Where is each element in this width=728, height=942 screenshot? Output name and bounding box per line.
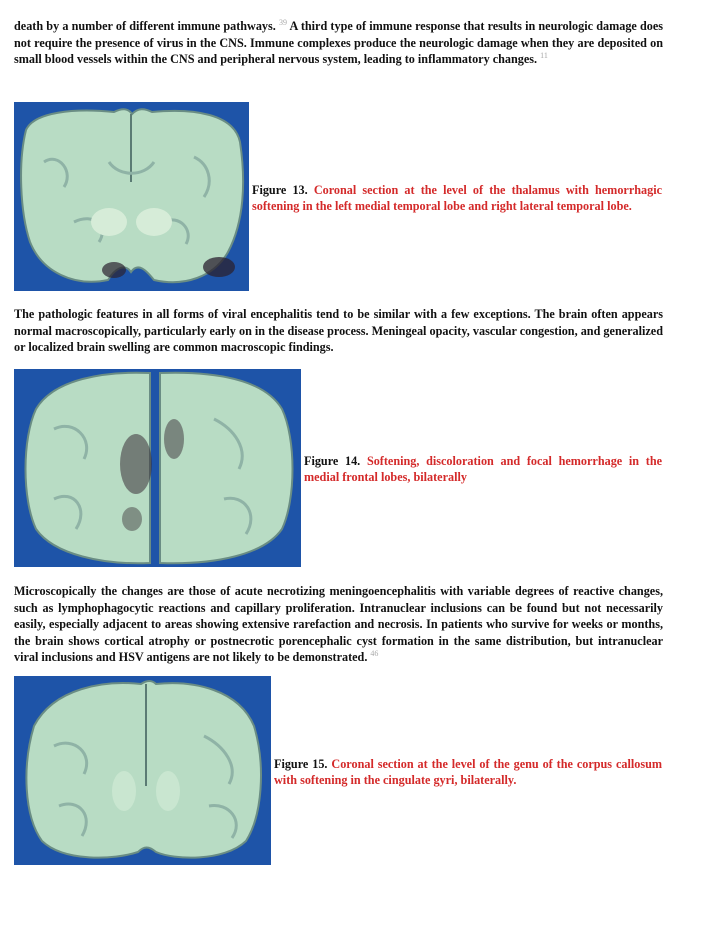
paragraph-1-text-a: death by a number of different immune pathways.: [14, 19, 276, 33]
figure-15-label: Figure 15.: [274, 757, 328, 771]
citation-39: 39: [279, 17, 288, 27]
figure-14-caption-text: Softening, discoloration and focal hemorrhage in the medial frontal lobes, bilaterally: [304, 454, 663, 484]
body-paragraph-2: [14, 306, 663, 356]
paragraph-3-text: Microscopically the changes are those of acute necrotizing meningoencephalitis with variable degrees of reactive changes, such as lymphophagocytic reactions and capillary proliferation. Intranuclear inclusions can be found but not necessarily easily, especially adjacent to areas showing extensive rarefaction and necrosis. In patients who survive for weeks or months, the brain shows cortical atrophy or postnecrotic porencephalic cyst formation in the same distribution, but intranuclear viral inclusions and HSV antigens are not likely to be demonstrated.: [14, 584, 663, 664]
paragraph-1-text-b: A third type of immune response that results in neurologic damage does not require the presence of virus in the CNS. Immune complexes produce the neurologic damage when they are deposited on small blood vessels within the CNS and peripheral nervous system, leading to inflammatory changes.: [14, 19, 664, 66]
body-paragraph-3: [14, 583, 663, 666]
figure-15-photo: [14, 676, 271, 865]
figure-13-photo: [14, 102, 249, 291]
paragraph-2-text: The pathologic features in all forms of viral encephalitis tend to be similar with a few exceptions. The brain often appears normal macroscopically, particularly early on in the disease process. Meningeal opacity, vascular congestion, and generalized or localized brain swelling are common macroscopic findings.: [14, 307, 663, 354]
figure-15-caption-text: Coronal section at the level of the genu of the corpus callosum with softening in the cingulate gyri, bilaterally.: [274, 757, 662, 787]
citation-46: 46: [370, 648, 379, 658]
figure-15-caption: [274, 756, 662, 788]
figure-13-caption: [252, 182, 662, 214]
figure-13-label: Figure 13.: [252, 183, 308, 197]
figure-13-caption-text: Coronal section at the level of the thalamus with hemorrhagic softening in the left medial temporal lobe and right lateral temporal lobe.: [252, 183, 662, 213]
figure-14-label: Figure 14.: [304, 454, 361, 468]
body-paragraph-1: [14, 18, 663, 68]
figure-14-photo: [14, 369, 301, 567]
figure-14-caption: [304, 453, 662, 485]
citation-11: 11: [540, 50, 548, 60]
